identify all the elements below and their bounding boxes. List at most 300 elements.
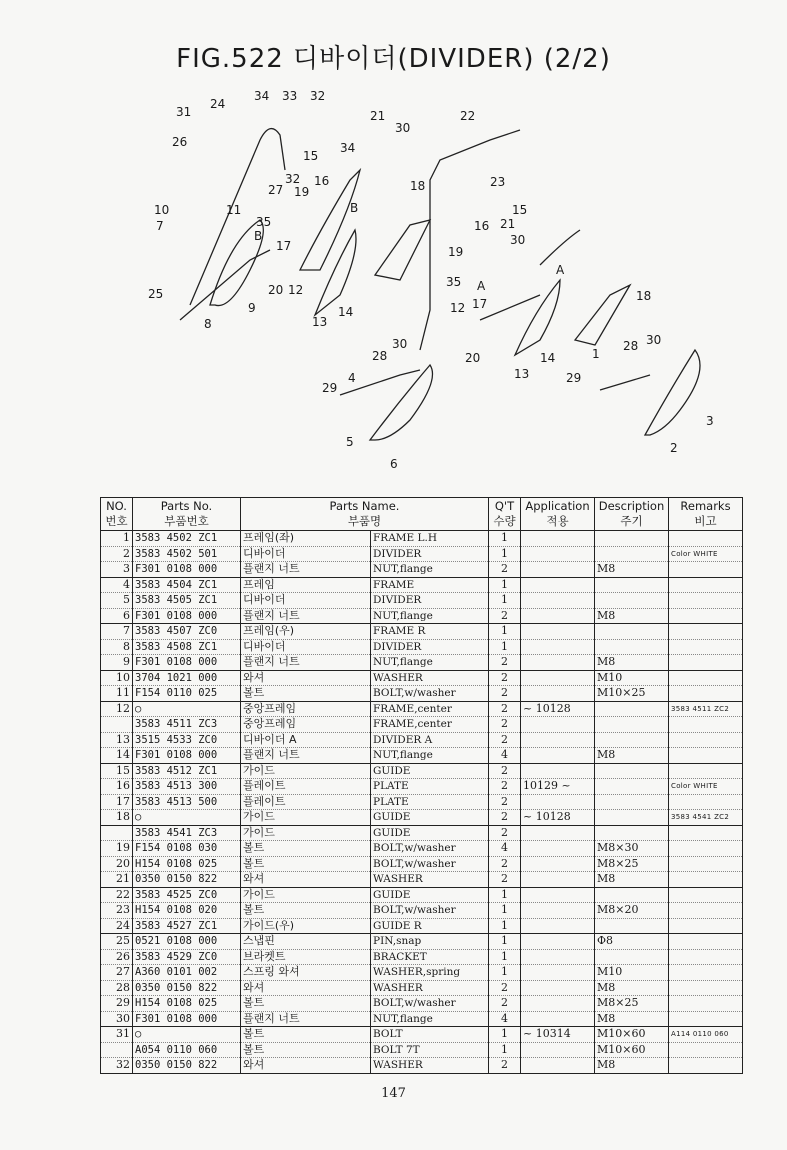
cell-no: 23 (101, 903, 133, 919)
cell-application (521, 918, 595, 934)
cell-description: M10 (595, 670, 669, 686)
svg-text:30: 30 (392, 337, 408, 351)
cell-description (595, 794, 669, 810)
cell-remarks (669, 872, 743, 888)
cell-remarks (669, 996, 743, 1012)
cell-partno: 3583 4541 ZC3 (133, 825, 241, 841)
cell-description: M8 (595, 872, 669, 888)
cell-no: 18 (101, 810, 133, 826)
header-app: Application 적용 (521, 498, 595, 531)
cell-no: 27 (101, 965, 133, 981)
cell-qty: 1 (489, 949, 521, 965)
svg-text:2: 2 (670, 441, 678, 455)
cell-name-ko: 볼트 (241, 686, 371, 702)
divider-a-13 (515, 280, 560, 355)
svg-text:35: 35 (256, 215, 272, 229)
cell-description (595, 546, 669, 562)
cell-name-ko: 디바이더 (241, 546, 371, 562)
cell-no: 14 (101, 748, 133, 764)
svg-text:21: 21 (500, 217, 516, 231)
cell-qty: 2 (489, 980, 521, 996)
cell-no: 11 (101, 686, 133, 702)
table-row (101, 763, 743, 779)
table-row (101, 608, 743, 624)
cell-remarks (669, 794, 743, 810)
svg-text:27: 27 (268, 183, 284, 197)
svg-text:11: 11 (226, 203, 242, 217)
cell-partno: F301 0108 000 (133, 608, 241, 624)
cell-name-en: BOLT,w/washer (371, 903, 489, 919)
cell-no: 21 (101, 872, 133, 888)
cell-name-en: NUT,flange (371, 608, 489, 624)
cell-name-en: DIVIDER (371, 593, 489, 609)
cell-name-ko: 중앙프레임 (241, 717, 371, 733)
cell-description (595, 949, 669, 965)
cell-application: ~ 10128 (521, 701, 595, 717)
cell-name-ko: 가이드 (241, 887, 371, 903)
guide-22-rod (420, 130, 520, 350)
cell-application: 10129 ~ (521, 779, 595, 795)
svg-text:29: 29 (566, 371, 582, 385)
cell-qty: 2 (489, 810, 521, 826)
cell-name-en: BOLT 7T (371, 1042, 489, 1058)
header-desc: Description 주기 (595, 498, 669, 531)
cell-qty: 1 (489, 624, 521, 640)
cell-description: Φ8 (595, 934, 669, 950)
cell-no: 16 (101, 779, 133, 795)
cell-remarks (669, 639, 743, 655)
cell-description: M10×60 (595, 1027, 669, 1043)
cell-description: M10×60 (595, 1042, 669, 1058)
cell-partno: 0350 0150 822 (133, 872, 241, 888)
header-partno: Parts No. 부품번호 (133, 498, 241, 531)
cell-remarks (669, 717, 743, 733)
table-row (101, 562, 743, 578)
cell-application (521, 965, 595, 981)
svg-text:31: 31 (176, 105, 192, 119)
table-row (101, 903, 743, 919)
cell-partno: ○ (133, 1027, 241, 1043)
cell-remarks (669, 1058, 743, 1074)
svg-text:26: 26 (172, 135, 188, 149)
cell-remarks (669, 1042, 743, 1058)
svg-text:28: 28 (372, 349, 388, 363)
cell-partno: 3583 4504 ZC1 (133, 577, 241, 593)
cell-name-en: BOLT,w/washer (371, 841, 489, 857)
svg-text:22: 22 (460, 109, 476, 123)
table-row (101, 593, 743, 609)
svg-text:7: 7 (156, 219, 164, 233)
cell-remarks (669, 887, 743, 903)
cell-name-ko: 볼트 (241, 841, 371, 857)
cell-partno: F154 0110 025 (133, 686, 241, 702)
cell-name-en: WASHER (371, 980, 489, 996)
cell-name-en: PIN,snap (371, 934, 489, 950)
svg-text:18: 18 (636, 289, 652, 303)
svg-text:19: 19 (448, 245, 464, 259)
cell-no: 28 (101, 980, 133, 996)
cell-partno: 3704 1021 000 (133, 670, 241, 686)
cell-partno: H154 0108 025 (133, 856, 241, 872)
cell-description (595, 577, 669, 593)
table-row (101, 624, 743, 640)
table-row (101, 701, 743, 717)
cell-name-ko: 볼트 (241, 903, 371, 919)
table-row (101, 996, 743, 1012)
cell-name-en: FRAME L.H (371, 531, 489, 547)
cell-description: M8×20 (595, 903, 669, 919)
cell-no: 6 (101, 608, 133, 624)
svg-text:24: 24 (210, 97, 226, 111)
cell-partno: 3583 4507 ZC0 (133, 624, 241, 640)
cell-name-en: NUT,flange (371, 748, 489, 764)
cell-no: 29 (101, 996, 133, 1012)
cell-description (595, 887, 669, 903)
cell-name-en: PLATE (371, 794, 489, 810)
cell-application (521, 887, 595, 903)
frame-1 (600, 375, 650, 390)
cell-application (521, 748, 595, 764)
cell-qty: 2 (489, 670, 521, 686)
svg-text:28: 28 (623, 339, 639, 353)
cell-no: 4 (101, 577, 133, 593)
cell-name-ko: 와셔 (241, 670, 371, 686)
cell-partno: ○ (133, 810, 241, 826)
diagram-drawing (180, 129, 700, 440)
table-row (101, 639, 743, 655)
cell-remarks (669, 655, 743, 671)
cell-qty: 1 (489, 546, 521, 562)
cell-name-en: WASHER (371, 670, 489, 686)
page-number: 147 (381, 1086, 406, 1101)
cell-name-en: NUT,flange (371, 655, 489, 671)
cell-remarks (669, 732, 743, 748)
cell-application (521, 980, 595, 996)
cell-no: 1 (101, 531, 133, 547)
cell-qty: 1 (489, 887, 521, 903)
cell-name-ko: 플랜지 너트 (241, 748, 371, 764)
cell-no: 15 (101, 763, 133, 779)
cell-application (521, 1058, 595, 1074)
cell-name-ko: 브라켓트 (241, 949, 371, 965)
cell-name-en: BOLT,w/washer (371, 856, 489, 872)
cell-application (521, 655, 595, 671)
table-row (101, 872, 743, 888)
table-row (101, 1011, 743, 1027)
cell-name-en: FRAME,center (371, 717, 489, 733)
cell-name-ko: 디바이더 (241, 639, 371, 655)
cell-name-en: DIVIDER (371, 639, 489, 655)
cell-no: 9 (101, 655, 133, 671)
cell-remarks (669, 593, 743, 609)
cell-name-ko: 와셔 (241, 1058, 371, 1074)
cell-name-en: DIVIDER (371, 546, 489, 562)
cell-application (521, 1042, 595, 1058)
cell-remarks (669, 856, 743, 872)
cell-qty: 2 (489, 856, 521, 872)
cell-qty: 1 (489, 1027, 521, 1043)
svg-text:13: 13 (514, 367, 530, 381)
cell-qty: 2 (489, 779, 521, 795)
cell-no: 24 (101, 918, 133, 934)
table-body (101, 531, 743, 1074)
cell-name-ko: 볼트 (241, 856, 371, 872)
cell-partno: 3583 4513 500 (133, 794, 241, 810)
svg-text:16: 16 (314, 174, 330, 188)
cell-description (595, 639, 669, 655)
cell-partno: F301 0108 000 (133, 748, 241, 764)
cell-partno: 3583 4527 ZC1 (133, 918, 241, 934)
svg-text:A: A (556, 263, 565, 277)
svg-text:34: 34 (254, 89, 270, 103)
cell-application (521, 934, 595, 950)
cell-description (595, 918, 669, 934)
cell-partno: F154 0108 030 (133, 841, 241, 857)
table-row (101, 810, 743, 826)
cell-qty: 1 (489, 965, 521, 981)
cell-description: M8 (595, 1058, 669, 1074)
cell-name-en: BOLT,w/washer (371, 996, 489, 1012)
table-row (101, 825, 743, 841)
cell-name-en: PLATE (371, 779, 489, 795)
cell-name-ko: 스프링 와셔 (241, 965, 371, 981)
cell-qty: 2 (489, 655, 521, 671)
cell-description: M8×30 (595, 841, 669, 857)
cell-remarks (669, 763, 743, 779)
svg-text:13: 13 (312, 315, 328, 329)
cell-name-en: FRAME R (371, 624, 489, 640)
cell-remarks (669, 1011, 743, 1027)
table-header-row (101, 498, 743, 531)
divider-5 (370, 365, 433, 440)
svg-text:35: 35 (446, 275, 462, 289)
cell-no: 30 (101, 1011, 133, 1027)
cell-qty: 2 (489, 717, 521, 733)
cell-qty: 2 (489, 763, 521, 779)
cell-name-ko: 스냅핀 (241, 934, 371, 950)
cell-name-en: NUT,flange (371, 562, 489, 578)
svg-text:1: 1 (592, 347, 600, 361)
table-row (101, 1027, 743, 1043)
svg-text:20: 20 (465, 351, 481, 365)
cell-partno: 3583 4508 ZC1 (133, 639, 241, 655)
cell-application: ~ 10128 (521, 810, 595, 826)
table-row (101, 670, 743, 686)
cell-qty: 4 (489, 1011, 521, 1027)
cell-qty: 1 (489, 531, 521, 547)
cell-qty: 1 (489, 1042, 521, 1058)
cell-partno: 3583 4511 ZC3 (133, 717, 241, 733)
cell-name-en: BOLT (371, 1027, 489, 1043)
cell-remarks (669, 562, 743, 578)
diagram-svg (120, 80, 740, 490)
svg-text:12: 12 (288, 283, 304, 297)
cell-name-ko: 중앙프레임 (241, 701, 371, 717)
cell-qty: 2 (489, 562, 521, 578)
svg-text:4: 4 (348, 371, 356, 385)
cell-partno: F301 0108 000 (133, 655, 241, 671)
svg-text:21: 21 (370, 109, 386, 123)
cell-remarks (669, 670, 743, 686)
cell-description: M8 (595, 655, 669, 671)
svg-text:30: 30 (395, 121, 411, 135)
cell-name-ko: 가이드 (241, 810, 371, 826)
cell-application (521, 717, 595, 733)
cell-qty: 2 (489, 686, 521, 702)
svg-text:20: 20 (268, 283, 284, 297)
cell-description: M8 (595, 980, 669, 996)
header-qty: Q'T 수량 (489, 498, 521, 531)
svg-text:25: 25 (148, 287, 164, 301)
svg-text:33: 33 (282, 89, 298, 103)
cell-application (521, 686, 595, 702)
cell-name-ko: 볼트 (241, 1027, 371, 1043)
cell-remarks (669, 980, 743, 996)
cell-partno: 3583 4513 300 (133, 779, 241, 795)
cell-name-en: GUIDE (371, 810, 489, 826)
svg-text:9: 9 (248, 301, 256, 315)
cell-name-ko: 플레이트 (241, 779, 371, 795)
table-row (101, 655, 743, 671)
cell-remarks (669, 918, 743, 934)
table-row (101, 531, 743, 547)
cell-no: 13 (101, 732, 133, 748)
cell-no: 25 (101, 934, 133, 950)
page-title: FIG.522 디바이더(DIVIDER) (2/2) (176, 44, 611, 74)
cell-application (521, 872, 595, 888)
svg-text:14: 14 (540, 351, 556, 365)
cell-remarks (669, 531, 743, 547)
cell-name-ko: 볼트 (241, 1042, 371, 1058)
cell-name-ko: 프레임(우) (241, 624, 371, 640)
table-row (101, 577, 743, 593)
cell-remarks: A114 0110 060 (669, 1027, 743, 1043)
cell-description (595, 810, 669, 826)
table-row (101, 1042, 743, 1058)
cell-application (521, 996, 595, 1012)
cell-name-en: GUIDE (371, 887, 489, 903)
svg-text:15: 15 (303, 149, 319, 163)
svg-text:18: 18 (410, 179, 426, 193)
cell-description (595, 732, 669, 748)
cell-name-en: GUIDE (371, 825, 489, 841)
cell-name-en: BOLT,w/washer (371, 686, 489, 702)
table-row (101, 732, 743, 748)
cell-no: 31 (101, 1027, 133, 1043)
cell-remarks (669, 577, 743, 593)
cell-remarks (669, 748, 743, 764)
cell-partno: 3583 4529 ZC0 (133, 949, 241, 965)
frame-left (180, 250, 270, 320)
table-row (101, 546, 743, 562)
table-row (101, 794, 743, 810)
table-row (101, 841, 743, 857)
svg-text:30: 30 (646, 333, 662, 347)
guide-15-right (540, 230, 580, 265)
cell-qty: 2 (489, 872, 521, 888)
cell-name-ko: 가이드 (241, 763, 371, 779)
cell-name-ko: 플랜지 너트 (241, 655, 371, 671)
cell-name-ko: 프레임 (241, 577, 371, 593)
cell-no: 3 (101, 562, 133, 578)
table-row (101, 934, 743, 950)
cell-name-en: NUT,flange (371, 1011, 489, 1027)
header-name: Parts Name. 부품명 (241, 498, 489, 531)
guide-18-right (575, 285, 630, 345)
cell-partno: H154 0108 025 (133, 996, 241, 1012)
cell-no: 5 (101, 593, 133, 609)
cell-qty: 4 (489, 748, 521, 764)
svg-text:23: 23 (490, 175, 506, 189)
cell-application (521, 1011, 595, 1027)
svg-text:19: 19 (294, 185, 310, 199)
cell-description: M10×25 (595, 686, 669, 702)
table-row (101, 887, 743, 903)
cell-application (521, 546, 595, 562)
cell-no: 32 (101, 1058, 133, 1074)
cell-description (595, 624, 669, 640)
svg-text:3: 3 (706, 414, 714, 428)
cell-name-ko: 디바이더 (241, 593, 371, 609)
cell-no: 20 (101, 856, 133, 872)
cell-name-ko: 볼트 (241, 996, 371, 1012)
cell-name-en: BRACKET (371, 949, 489, 965)
svg-text:30: 30 (510, 233, 526, 247)
cell-partno: H154 0108 020 (133, 903, 241, 919)
cell-name-en: FRAME (371, 577, 489, 593)
svg-text:12: 12 (450, 301, 466, 315)
cell-name-en: WASHER (371, 872, 489, 888)
table-row (101, 965, 743, 981)
cell-application (521, 562, 595, 578)
cell-remarks (669, 686, 743, 702)
cell-remarks (669, 934, 743, 950)
cell-qty: 4 (489, 841, 521, 857)
cell-name-en: DIVIDER A (371, 732, 489, 748)
cell-name-en: FRAME,center (371, 701, 489, 717)
cell-qty: 1 (489, 577, 521, 593)
cell-name-ko: 플랜지 너트 (241, 608, 371, 624)
cell-qty: 2 (489, 825, 521, 841)
cell-application (521, 825, 595, 841)
table-row (101, 686, 743, 702)
cell-description: M8 (595, 748, 669, 764)
svg-text:5: 5 (346, 435, 354, 449)
cell-application (521, 670, 595, 686)
svg-text:17: 17 (472, 297, 488, 311)
cell-application (521, 639, 595, 655)
cell-partno: 3583 4525 ZC0 (133, 887, 241, 903)
guide-18-left (375, 220, 430, 280)
table-row (101, 856, 743, 872)
svg-text:B: B (350, 201, 359, 215)
cell-application (521, 794, 595, 810)
cell-name-ko: 와셔 (241, 872, 371, 888)
table-row (101, 748, 743, 764)
cell-description (595, 717, 669, 733)
cell-application (521, 531, 595, 547)
cell-qty: 1 (489, 918, 521, 934)
cell-qty: 2 (489, 794, 521, 810)
cell-partno: 0350 0150 822 (133, 980, 241, 996)
cell-remarks (669, 903, 743, 919)
cell-no: 2 (101, 546, 133, 562)
cell-partno: 3583 4512 ZC1 (133, 763, 241, 779)
cell-no: 10 (101, 670, 133, 686)
cell-name-en: GUIDE (371, 763, 489, 779)
cell-partno: 3515 4533 ZC0 (133, 732, 241, 748)
cell-qty: 2 (489, 608, 521, 624)
